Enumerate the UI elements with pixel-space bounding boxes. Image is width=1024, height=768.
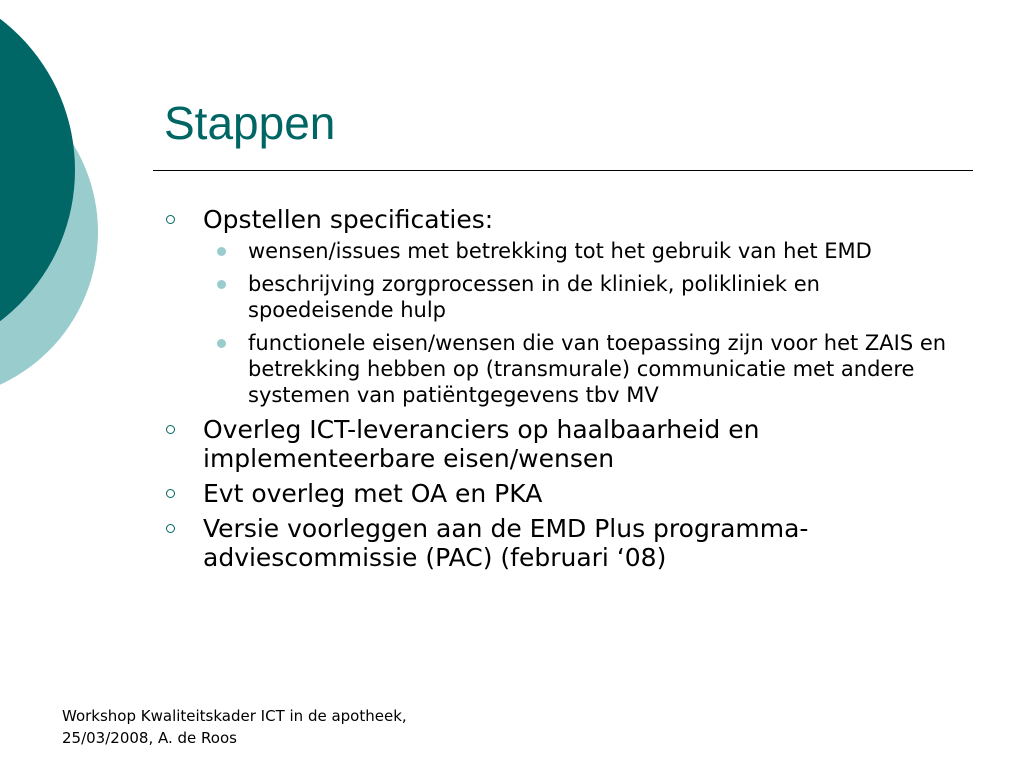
dot-bullet-icon [217,247,226,256]
bullet-list [165,205,955,578]
open-circle-bullet-icon [166,489,175,498]
footer-line-1: Workshop Kwaliteitskader ICT in de apotheek, [62,707,407,725]
sub-bullet-item [203,271,955,323]
open-circle-bullet-icon [166,215,175,224]
bullet-text: Overleg ICT-leveranciers op haalbaarheid en implementeerbare eisen/wensen [203,415,760,473]
sub-bullet-item [203,238,955,264]
slide-title: Stappen [164,97,336,149]
sub-bullet-text: beschrijving zorgprocessen in de kliniek, polikliniek en spoedeisende hulp [248,272,820,322]
slide-footer [62,705,482,749]
bullet-item [165,415,955,473]
open-circle-bullet-icon [166,524,175,533]
footer-line-2: 25/03/2008, A. de Roos [62,729,237,747]
dot-bullet-icon [217,339,226,348]
title-divider [153,170,973,171]
bullet-item [165,205,955,408]
bullet-text: Evt overleg met OA en PKA [203,479,543,508]
sub-bullet-text: wensen/issues met betrekking tot het gebruik van het EMD [248,239,872,263]
bullet-item [165,514,955,572]
bullet-text: Opstellen specificaties: [203,205,494,234]
bullet-text: Versie voorleggen aan de EMD Plus programma-adviescommissie (PAC) (februari ‘08) [203,514,809,572]
sub-bullet-list [203,238,955,408]
sub-bullet-item [203,330,955,408]
bullet-item [165,479,955,508]
sub-bullet-text: functionele eisen/wensen die van toepassing zijn voor het ZAIS en betrekking hebben op (transmurale) communicatie met andere systemen van patiëntgegevens tbv MV [248,331,947,407]
decorative-circles [0,0,110,410]
open-circle-bullet-icon [166,425,175,434]
dot-bullet-icon [217,280,226,289]
